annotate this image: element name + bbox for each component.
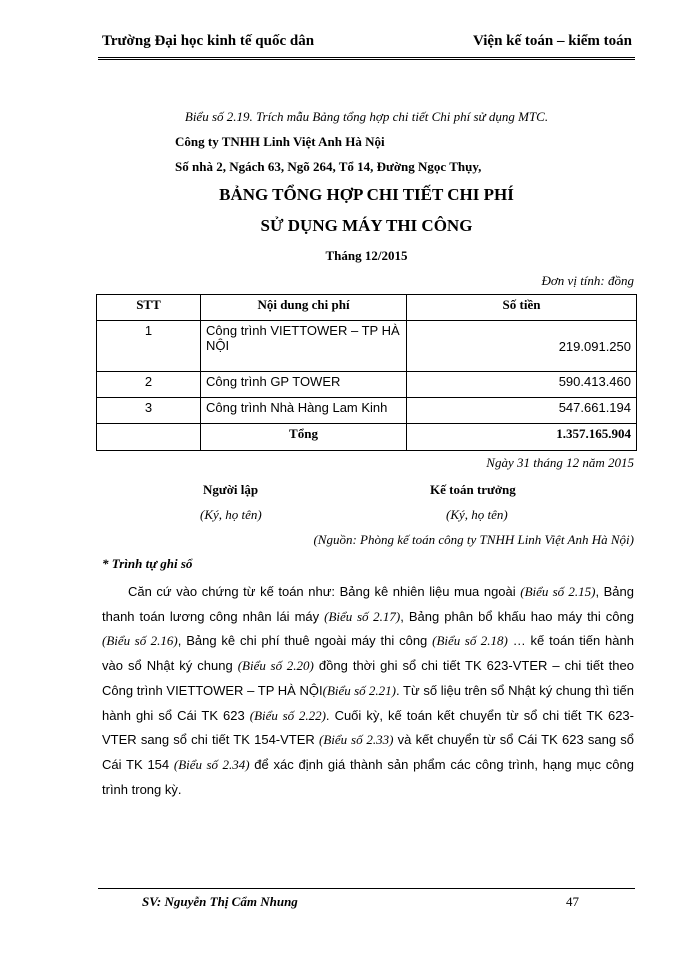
table-header-row — [97, 295, 637, 321]
table-total-row — [97, 424, 637, 451]
para-text: Căn cứ vào chứng từ kế toán như: Bảng kê nhiên liệu mua ngoài — [128, 584, 521, 599]
para-ref: (Biểu số 2.17) — [324, 608, 401, 624]
table-row — [97, 372, 637, 398]
col-stt-header: STT — [97, 295, 201, 321]
preparer-title: Người lập — [203, 482, 259, 497]
chief-accountant-sign-note: (Ký, họ tên) — [446, 507, 508, 522]
footer-student: SV: Nguyễn Thị Cẩm Nhung — [142, 894, 298, 909]
page-number: 47 — [566, 894, 579, 909]
currency-unit: Đơn vị tính: đồng — [541, 273, 634, 288]
para-ref: (Biểu số 2.18) — [432, 633, 508, 649]
report-month: Tháng 12/2015 — [325, 248, 408, 263]
para-text: . Cuối kỳ, kế toán kết chuyển từ sổ chi tiết TK 623-VTER sang sổ chi tiết TK 154-VTER — [102, 707, 634, 748]
table-row — [97, 321, 637, 372]
para-ref: (Biểu số 2.20) — [237, 658, 314, 674]
row-content: Công trình Nhà Hàng Lam Kinh — [201, 398, 407, 424]
para-text: đồng thời ghi sổ chi tiết TK 623-VTER – chi tiết theo Công trình VIETTOWER – TP HÀ NỘI — [102, 658, 634, 698]
para-text: và kết chuyển từ sổ Cái TK 623 sang sổ Cái TK 154 — [102, 732, 634, 772]
report-title-line1: BẢNG TỔNG HỢP CHI TIẾT CHI PHÍ — [219, 185, 514, 204]
total-empty-cell — [97, 424, 201, 451]
para-text: . Từ số liệu trên sổ Nhật ký chung thì tiến hành ghi sổ Cái TK 623 — [102, 682, 634, 723]
para-ref: (Biểu số 2.33) — [319, 732, 394, 748]
para-text: … kế toán tiến hành vào sổ Nhật ký chung — [102, 633, 634, 674]
header-divider — [98, 57, 635, 60]
para-text: để xác định giá thành sản phẩm các công trình, hạng mục công trình trong kỳ. — [102, 756, 634, 797]
body-paragraph — [102, 580, 634, 802]
total-amount: 1.357.165.904 — [407, 424, 637, 451]
row-stt: 3 — [97, 398, 201, 424]
para-ref: (Biểu số 2.21) — [322, 682, 397, 698]
col-amount-header: Số tiền — [407, 295, 637, 321]
para-ref: (Biểu số 2.22) — [249, 707, 326, 723]
row-amount: 219.091.250 — [407, 321, 637, 372]
report-date: Ngày 31 tháng 12 năm 2015 — [486, 455, 634, 470]
report-title-line2: SỬ DỤNG MÁY THI CÔNG — [260, 216, 473, 235]
cost-summary-table — [96, 294, 637, 451]
row-amount: 547.661.194 — [407, 398, 637, 424]
company-name: Công ty TNHH Linh Việt Anh Hà Nội — [175, 134, 385, 149]
chief-accountant-title: Kế toán trưởng — [430, 482, 516, 497]
para-text: , Bảng phân bổ khấu hao máy thi công — [400, 608, 635, 624]
row-content: Công trình GP TOWER — [201, 372, 407, 398]
preparer-sign-note: (Ký, họ tên) — [200, 507, 262, 522]
company-address: Số nhà 2, Ngách 63, Ngõ 264, Tổ 14, Đường Ngọc Thụy, — [175, 159, 482, 174]
row-stt: 1 — [97, 321, 201, 372]
figure-caption: Biểu số 2.19. Trích mẫu Bảng tổng hợp chi tiết Chi phí sử dụng MTC. — [184, 109, 549, 124]
para-ref: (Biểu số 2.16) — [102, 633, 178, 649]
header-school: Trường Đại học kinh tế quốc dân — [102, 33, 315, 49]
col-content-header: Nội dung chi phí — [201, 295, 407, 321]
section-heading: * Trình tự ghi sổ — [102, 556, 193, 571]
header-institute: Viện kế toán – kiểm toán — [472, 33, 632, 49]
source-note: (Nguồn: Phòng kế toán công ty TNHH Linh Việt Anh Hà Nội) — [313, 532, 634, 547]
row-stt: 2 — [97, 372, 201, 398]
para-ref: (Biểu số 2.15) — [520, 584, 596, 599]
total-label: Tổng — [201, 424, 407, 451]
para-text: , Bảng thanh toán lương công nhân lái máy — [102, 584, 634, 624]
para-text: , Bảng kê chi phí thuê ngoài máy thi công — [177, 633, 433, 649]
row-content: Công trình VIETTOWER – TP HÀ NỘI — [201, 321, 407, 372]
footer-divider — [98, 888, 635, 889]
table-row — [97, 398, 637, 424]
row-amount: 590.413.460 — [407, 372, 637, 398]
para-ref: (Biểu số 2.34) — [173, 756, 250, 772]
